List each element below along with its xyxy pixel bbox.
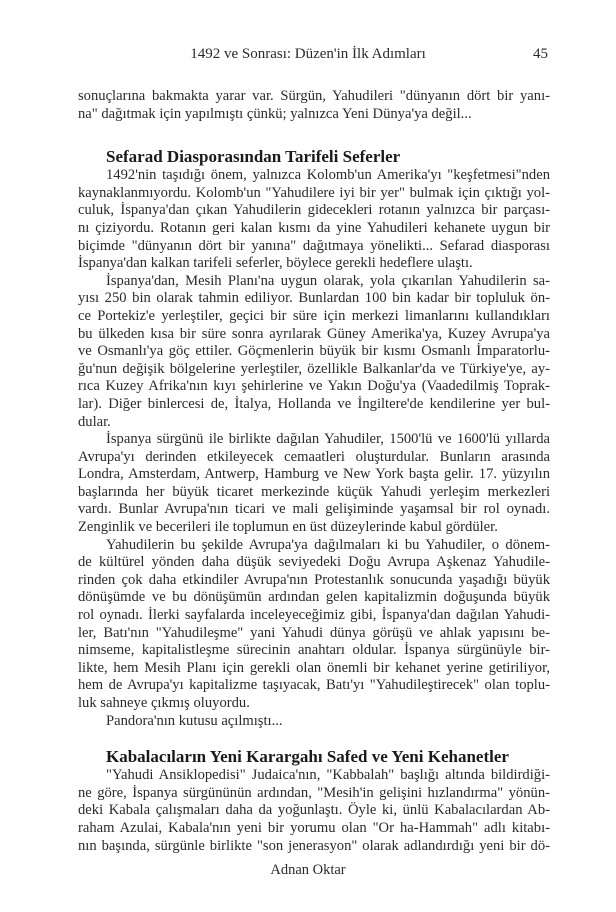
- text-line: nı çiziyordu. Rotanın geri kalan kısmı da yine Yahudileri kehanete uygun bir: [78, 219, 550, 236]
- text-line: sonuçlarına bakmakta yarar var. Sürgün, Yahudileri "dünyanın dört bir yanı-: [78, 88, 550, 104]
- text-line: na" dağıtmak için yapılmıştı çünkü; yalnızca Yeni Dünya'ya değil...: [78, 105, 472, 122]
- text-line: culuk, İspanya'dan çıkan Yahudilerin gidecekleri rotanın yalnızca bir parçası-: [78, 202, 550, 219]
- text-line: luk sahneye çıkmış oluyordu.: [78, 695, 250, 711]
- text-line: biçimde "dünyanın dört bir yanına" dağıtmaya yönelikti... Sefarad diasporası: [78, 237, 550, 254]
- text-line: raham Azulai, Kabala'nın yeni bir yorumu olan "Or ha-Hammah" adlı kitabı-: [78, 819, 550, 836]
- text-line: kaynaklanmıyordu. Kolomb'un "Yahudilere iyi bir yer" bulmak için çıktığı yol-: [78, 184, 550, 201]
- text-line: vardı. Bunlar Avrupa'nın ticari ve mali gelişiminde yaşamsal bir rol oynadı.: [78, 501, 550, 518]
- text-line: İspanya sürgünü ile birlikte dağılan Yahudiler, 1500'lü ve 1600'lü yıllarda: [106, 431, 550, 448]
- section-heading: Kabalacıların Yeni Karargahı Safed ve Yeni Kehanetler: [106, 747, 509, 767]
- text-line: hem de Avrupa'yı kapitalizme taşıyacak, Batı'yı "Yahudileştirecek" olan toplu-: [78, 677, 550, 694]
- paragraph: [78, 273, 550, 431]
- paragraph: [78, 431, 550, 537]
- text-line: Avrupa'yı derinden etkileyecek cemaatleri oluşturdular. Bunların arasında: [78, 448, 550, 465]
- paragraph: [78, 713, 550, 731]
- text-line: nın başında, sürgünle birlikte "son jenerasyon" olarak adlandırdığı yeni bir dö-: [78, 837, 550, 854]
- text-line: Pandora'nın kutusu açılmıştı...: [106, 712, 283, 729]
- intro-paragraph: [78, 88, 550, 123]
- text-line: "Yahudi Ansiklopedisi" Judaica'nın, "Kabbalah" başlığı altında bildirdiği-: [106, 767, 550, 784]
- text-line: ve Osmanlı'ya göç ettiler. Göçmenlerin büyük bir kısmı Osmanlı İmparatorlu-: [78, 343, 550, 360]
- text-line: başlarında her büyük ticaret merkezinde küçük Yahudi yerleşim merkezleri: [78, 483, 550, 500]
- page-number: 45: [533, 46, 548, 62]
- text-line: deki Kabala çalışmaları daha da yoğunlaştı. Öyle ki, ünlü Kabalacılardan Ab-: [78, 802, 550, 819]
- text-line: ce Portekiz'e yerleştiler, geçici bir süre için merkezi limanlarını kullandıkları: [78, 307, 550, 324]
- section-2-body: [78, 767, 550, 855]
- running-header: [0, 46, 616, 66]
- section-1-body: [78, 167, 550, 730]
- text-line: ler, Batı'nın "Yahudileşme" yani Yahudi dünya görüşü ve ahlak yapısını be-: [78, 624, 550, 641]
- page-body: [78, 88, 550, 855]
- paragraph: [78, 537, 550, 713]
- running-footer: Adnan Oktar: [270, 862, 346, 878]
- text-line: İspanya'dan, Mesih Planı'na uygun olarak, yola çıkarılan Yahudilerin sa-: [106, 272, 550, 289]
- text-line: rinden çok daha etkindiler Avrupa'nın Protestanlık sonucunda yaşadığı büyük: [78, 571, 550, 588]
- text-line: de kültürel yönden daha düşük seviyedeki Doğu Avrupa Aşkenaz Yahudile-: [78, 554, 550, 571]
- text-line: Yahudilerin bu şekilde Avrupa'ya dağılmaları ki bu Yahudiler, o dönem-: [106, 536, 550, 553]
- text-line: Londra, Amsterdam, Antwerp, Hamburg ve New York başta gelir. 17. yüzyılın: [78, 466, 550, 483]
- chapter-title: 1492 ve Sonrası: Düzen'in İlk Adımları: [190, 46, 426, 62]
- text-line: yısı 250 bin olarak tahmin ediliyor. Bunlardan 100 bin kadar bir topluluk ön-: [78, 290, 550, 307]
- text-line: Zenginlik ve becerileri ile toplumun en üst düzeylerinde kabul gördüler.: [78, 519, 498, 536]
- text-line: nimseme, kapitalistleşme sürecinin anahtarı oldular. İspanya sürgünüyle bir-: [78, 642, 550, 659]
- section-heading: Sefarad Diasporasından Tarifeli Seferler: [106, 147, 401, 167]
- text-line: dular.: [78, 413, 111, 430]
- text-line: likte, hem Mesih Planı için gerekli olan önemli bir kehanet yerine getiriliyor,: [78, 659, 550, 676]
- text-line: lar). Diğer binlercesi de, İtalya, Hollanda ve İngiltere'de kendilerine yer bul-: [78, 395, 550, 412]
- text-line: İspanya'dan kalkan tarifeli seferler, böylece gerekli hedeflere ulaştı.: [78, 255, 473, 272]
- text-line: ğu'nun değişik bölgelerine yerleştiler, özellikle Balkanlar'da ve Türkiye'ye, ay-: [78, 360, 550, 377]
- text-line: rol oynadı. İlerki sayfalarda inceleyeceğimiz gibi, İspanya'dan dağılan Yahudi-: [78, 607, 550, 624]
- text-line: rıca Kuzey Afrika'nın kıyı şehirlerine ve Yakın Doğu'ya (Vaadedilmiş Toprak-: [78, 378, 550, 395]
- paragraph: [78, 167, 550, 273]
- text-line: ne göre, İspanya sürgününün ardından, "Mesih'in gelişini hızlandırma" yönün-: [78, 784, 550, 801]
- text-line: dönüşümde ve bu dönüşümün ardından gelen kapitalizmin doğuşunda büyük: [78, 589, 550, 606]
- text-line: 1492'nin taşıdığı önem, yalnızca Kolomb'un Amerika'yı "keşfetmesi"nden: [106, 167, 550, 184]
- text-line: bu ülkeden kısa bir süre sonra ayrılarak Güney Amerika'ya, Kuzey Avrupa'ya: [78, 325, 550, 342]
